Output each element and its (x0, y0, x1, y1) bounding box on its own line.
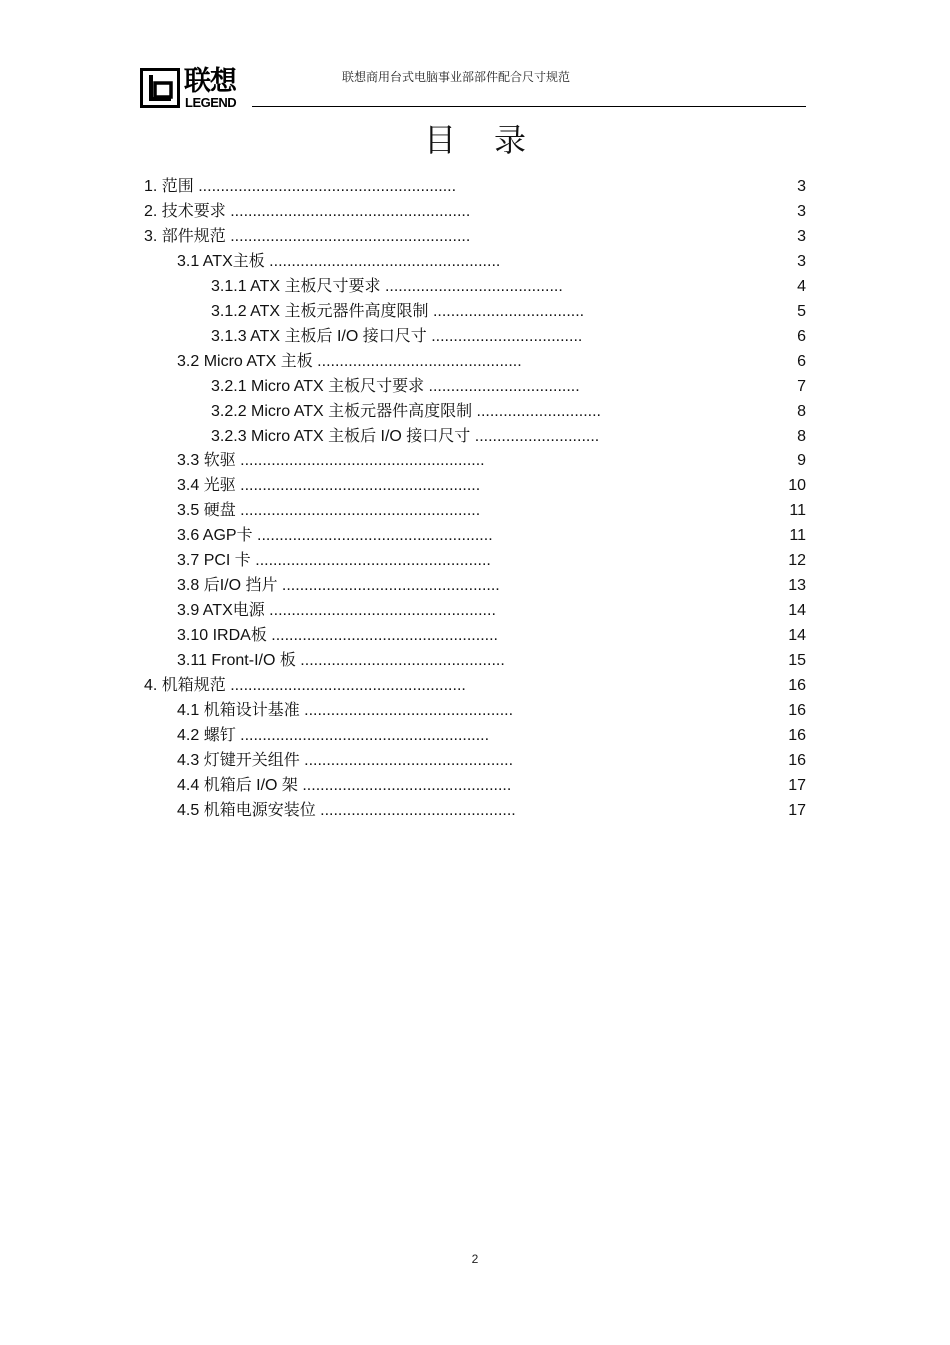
toc-entry[interactable]: 3.7 PCI 卡 ..................................................... (177, 552, 491, 569)
toc-entry[interactable]: 3.1.1 ATX 主板尺寸要求 ........................................ (211, 278, 563, 295)
toc-entry-page-number: 13 (788, 577, 806, 594)
toc-entry[interactable]: 4.1 机箱设计基准 ............................................... (177, 702, 514, 719)
toc-entry-page-number: 16 (788, 677, 806, 694)
toc-entry-page-number: 6 (797, 353, 806, 370)
toc-entry[interactable]: 3.6 AGP卡 ..................................................... (177, 527, 493, 544)
toc-entry-page-number: 3 (797, 253, 806, 270)
toc-entry-page-number: 11 (789, 527, 806, 544)
toc-entry[interactable]: 3.2.2 Micro ATX 主板元器件高度限制 ............................ (211, 403, 601, 420)
toc-title: 目录 (423, 121, 564, 159)
toc-entry-page-number: 11 (789, 502, 806, 519)
toc-entry-page-number: 5 (797, 303, 806, 320)
toc-entry-page-number: 12 (788, 552, 806, 569)
toc-entry[interactable]: 4.3 灯键开关组件 ............................................... (177, 752, 514, 769)
toc-entry-page-number: 14 (788, 602, 806, 619)
toc-entry-page-number: 8 (797, 428, 806, 445)
toc-entry[interactable]: 3. 部件规范 ...................................................... (144, 228, 471, 245)
toc-entry-page-number: 16 (788, 752, 806, 769)
toc-entry-page-number: 7 (797, 378, 806, 395)
page-number: 2 (471, 1252, 479, 1266)
logo-chinese-text: 联想 (184, 66, 236, 97)
logo-english-text: LEGEND (185, 95, 237, 110)
toc-entry[interactable]: 3.8 后I/O 挡片 ................................................. (177, 577, 500, 594)
toc-entry-page-number: 10 (788, 477, 806, 494)
toc-entry-page-number: 4 (797, 278, 806, 295)
toc-entry-page-number: 8 (797, 403, 806, 420)
toc-entry[interactable]: 3.1 ATX主板 .................................................... (177, 253, 501, 270)
toc-entry[interactable]: 3.9 ATX电源 ................................................... (177, 602, 496, 619)
toc-entry[interactable]: 4.2 螺钉 ........................................................ (177, 727, 490, 744)
toc-entry[interactable]: 2. 技术要求 ...................................................... (144, 203, 471, 220)
toc-entry[interactable]: 3.10 IRDA板 ................................................... (177, 627, 498, 644)
toc-entry-page-number: 14 (788, 627, 806, 644)
toc-entry[interactable]: 3.11 Front-I/O 板 .............................................. (177, 652, 505, 669)
toc-entry-page-number: 9 (797, 452, 806, 469)
toc-entry-page-number: 16 (788, 702, 806, 719)
toc-entry-page-number: 15 (788, 652, 806, 669)
legend-logo-icon (140, 68, 180, 108)
toc-entry-page-number: 6 (797, 328, 806, 345)
toc-entry[interactable]: 3.2.3 Micro ATX 主板后 I/O 接口尺寸 ............................ (211, 428, 600, 445)
toc-entry[interactable]: 3.1.3 ATX 主板后 I/O 接口尺寸 .................................. (211, 328, 583, 345)
toc-entry-page-number: 3 (797, 203, 806, 220)
toc-entry-page-number: 17 (788, 777, 806, 794)
toc-entry[interactable]: 3.2 Micro ATX 主板 .............................................. (177, 353, 522, 370)
legend-logo (140, 68, 252, 112)
toc-entry[interactable]: 3.4 光驱 ...................................................... (177, 477, 481, 494)
toc-entry[interactable]: 3.3 软驱 ....................................................... (177, 452, 485, 469)
toc-entry[interactable]: 4. 机箱规范 ..................................................... (144, 677, 466, 694)
toc-entry[interactable]: 1. 范围 .......................................................... (144, 178, 457, 195)
toc-entry[interactable]: 4.5 机箱电源安装位 ............................................ (177, 802, 516, 819)
toc-entry-page-number: 16 (788, 727, 806, 744)
toc-entry-page-number: 17 (788, 802, 806, 819)
toc-entry[interactable]: 3.2.1 Micro ATX 主板尺寸要求 .................................. (211, 378, 580, 395)
toc-entry-page-number: 3 (797, 178, 806, 195)
toc-entry-page-number: 3 (797, 228, 806, 245)
toc-entry[interactable]: 4.4 机箱后 I/O 架 ............................................... (177, 777, 512, 794)
document-header-title: 联想商用台式电脑事业部部件配合尺寸规范 (342, 70, 571, 84)
toc-entry[interactable]: 3.5 硬盘 ...................................................... (177, 502, 481, 519)
header-divider (252, 106, 806, 107)
toc-entry[interactable]: 3.1.2 ATX 主板元器件高度限制 .................................. (211, 303, 585, 320)
